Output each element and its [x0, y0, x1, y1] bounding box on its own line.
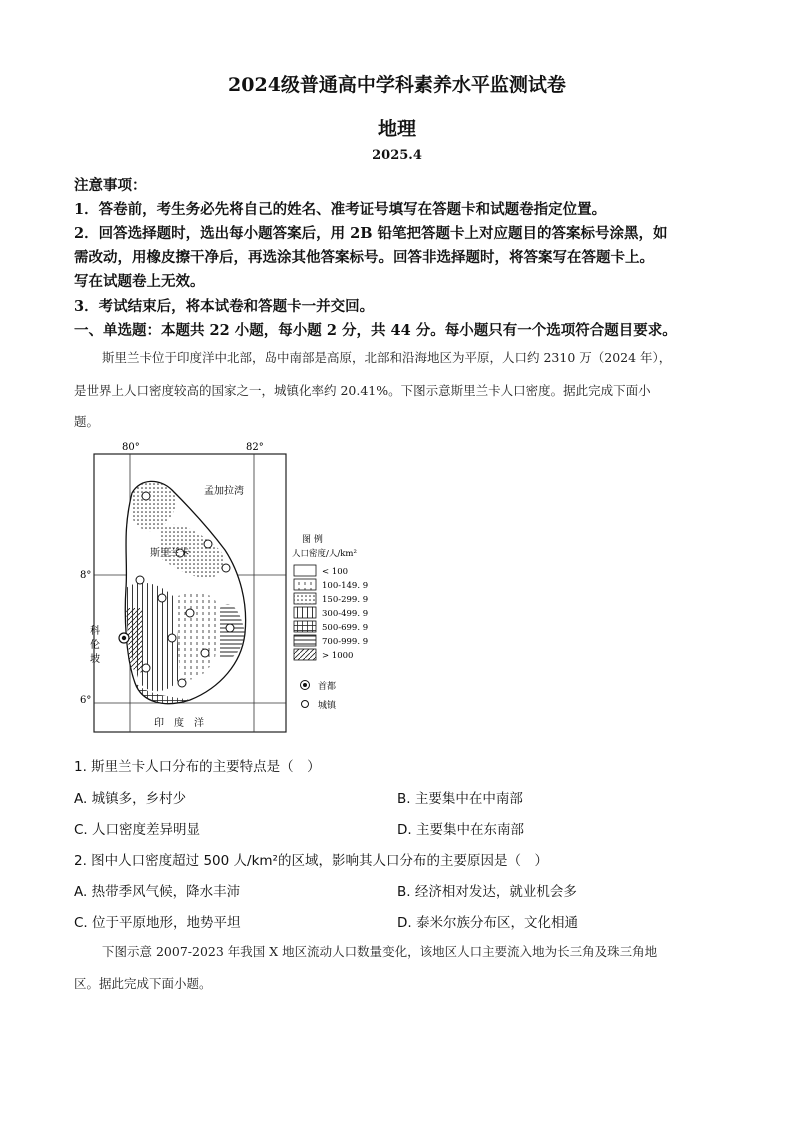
legend-town-icon	[302, 701, 309, 708]
section-heading: 一、单选题：本题共 22 小题，每小题 2 分，共 44 分。每小题只有一个选项符合题目要求。	[74, 322, 677, 339]
notice-item-2-line-1: 2．回答选择题时，选出每小题答案后，用 2B 铅笔把答题卡上对应题目的答案标号涂黑，如	[74, 225, 668, 242]
notice-item-2-line-3: 写在试题卷上无效。	[74, 273, 205, 290]
intro2-line-1: 下图示意 2007-2023 年我国 X 地区流动人口数量变化，该地区人口主要流入地为长三角及珠三角地	[102, 944, 658, 959]
sri-lanka-population-density-map	[80, 438, 400, 738]
question-1-option-b[interactable]: B. 主要集中在中南部	[397, 791, 523, 807]
exam-title: 2024级普通高中学科素养水平监测试卷	[228, 74, 566, 96]
map-legend	[292, 533, 368, 711]
question-2-option-b[interactable]: B. 经济相对发达，就业机会多	[397, 884, 577, 900]
intro2-line-2: 区。据此完成下面小题。	[74, 976, 212, 991]
notice-heading: 注意事项：	[74, 177, 147, 194]
capital-label-2: 伦	[90, 640, 100, 651]
question-2-option-c[interactable]: C. 位于平原地形，地势平坦	[74, 915, 241, 931]
lon-80-label: 80°	[122, 442, 140, 453]
question-2-option-a[interactable]: A. 热带季风气候，降水丰沛	[74, 884, 241, 900]
legend-title: 图 例	[302, 535, 323, 545]
question-1-option-c[interactable]: C. 人口密度差异明显	[74, 822, 201, 838]
intro-line-2: 是世界上人口密度较高的国家之一，城镇化率约 20.41%。下图示意斯里兰卡人口密度。据此完成下面小	[74, 383, 651, 398]
notice-item-1: 1．答卷前，考生务必先将自己的姓名、准考证号填写在答题卡和试题卷指定位置。	[74, 201, 607, 218]
lon-82-label: 82°	[246, 442, 264, 453]
legend-item-4: 300-499. 9	[322, 609, 369, 619]
notice-item-3: 3．考试结束后，将本试卷和答题卡一并交回。	[74, 298, 375, 315]
legend-capital-label: 首都	[318, 682, 337, 692]
notice-item-2-line-2: 需改动，用橡皮擦干净后，再选涂其他答案标号。回答非选择题时，将答案写在答题卡上。	[74, 249, 654, 266]
capital-label-1: 科	[90, 626, 100, 637]
legend-item-5: 500-699. 9	[322, 623, 369, 633]
intro-line-1: 斯里兰卡位于印度洋中北部，岛中南部是高原，北部和沿海地区为平原，人口约 2310 万（2024 年），	[102, 350, 672, 365]
question-1-stem: 1. 斯里兰卡人口分布的主要特点是（ ）	[74, 759, 321, 775]
question-1-option-a[interactable]: A. 城镇多，乡村少	[74, 791, 187, 807]
lat-6-label: 6°	[80, 695, 92, 706]
legend-item-2: 100-149. 9	[322, 581, 369, 591]
legend-unit: 人口密度/人/km²	[292, 549, 357, 559]
legend-item-3: 150-299. 9	[322, 595, 369, 605]
legend-town-label: 城镇	[318, 701, 337, 711]
ocean-label: 印 度 洋	[154, 718, 204, 729]
lat-8-label: 8°	[80, 570, 92, 581]
legend-item-7: > 1000	[322, 651, 354, 661]
bay-label: 孟加拉湾	[204, 486, 244, 497]
capital-label-3: 坡	[90, 654, 100, 665]
exam-date: 2025.4	[372, 148, 422, 163]
question-2-stem: 2. 图中人口密度超过 500 人/km²的区域，影响其人口分布的主要原因是（ ）	[74, 853, 548, 869]
legend-item-1: < 100	[322, 567, 349, 577]
question-1-option-d[interactable]: D. 主要集中在东南部	[397, 822, 524, 838]
legend-item-6: 700-999. 9	[322, 637, 369, 647]
country-label: 斯里兰卡	[150, 548, 190, 559]
subject-title: 地理	[377, 118, 416, 140]
intro-line-3: 题。	[74, 414, 100, 429]
question-2-option-d[interactable]: D. 泰米尔族分布区，文化相通	[397, 915, 578, 931]
